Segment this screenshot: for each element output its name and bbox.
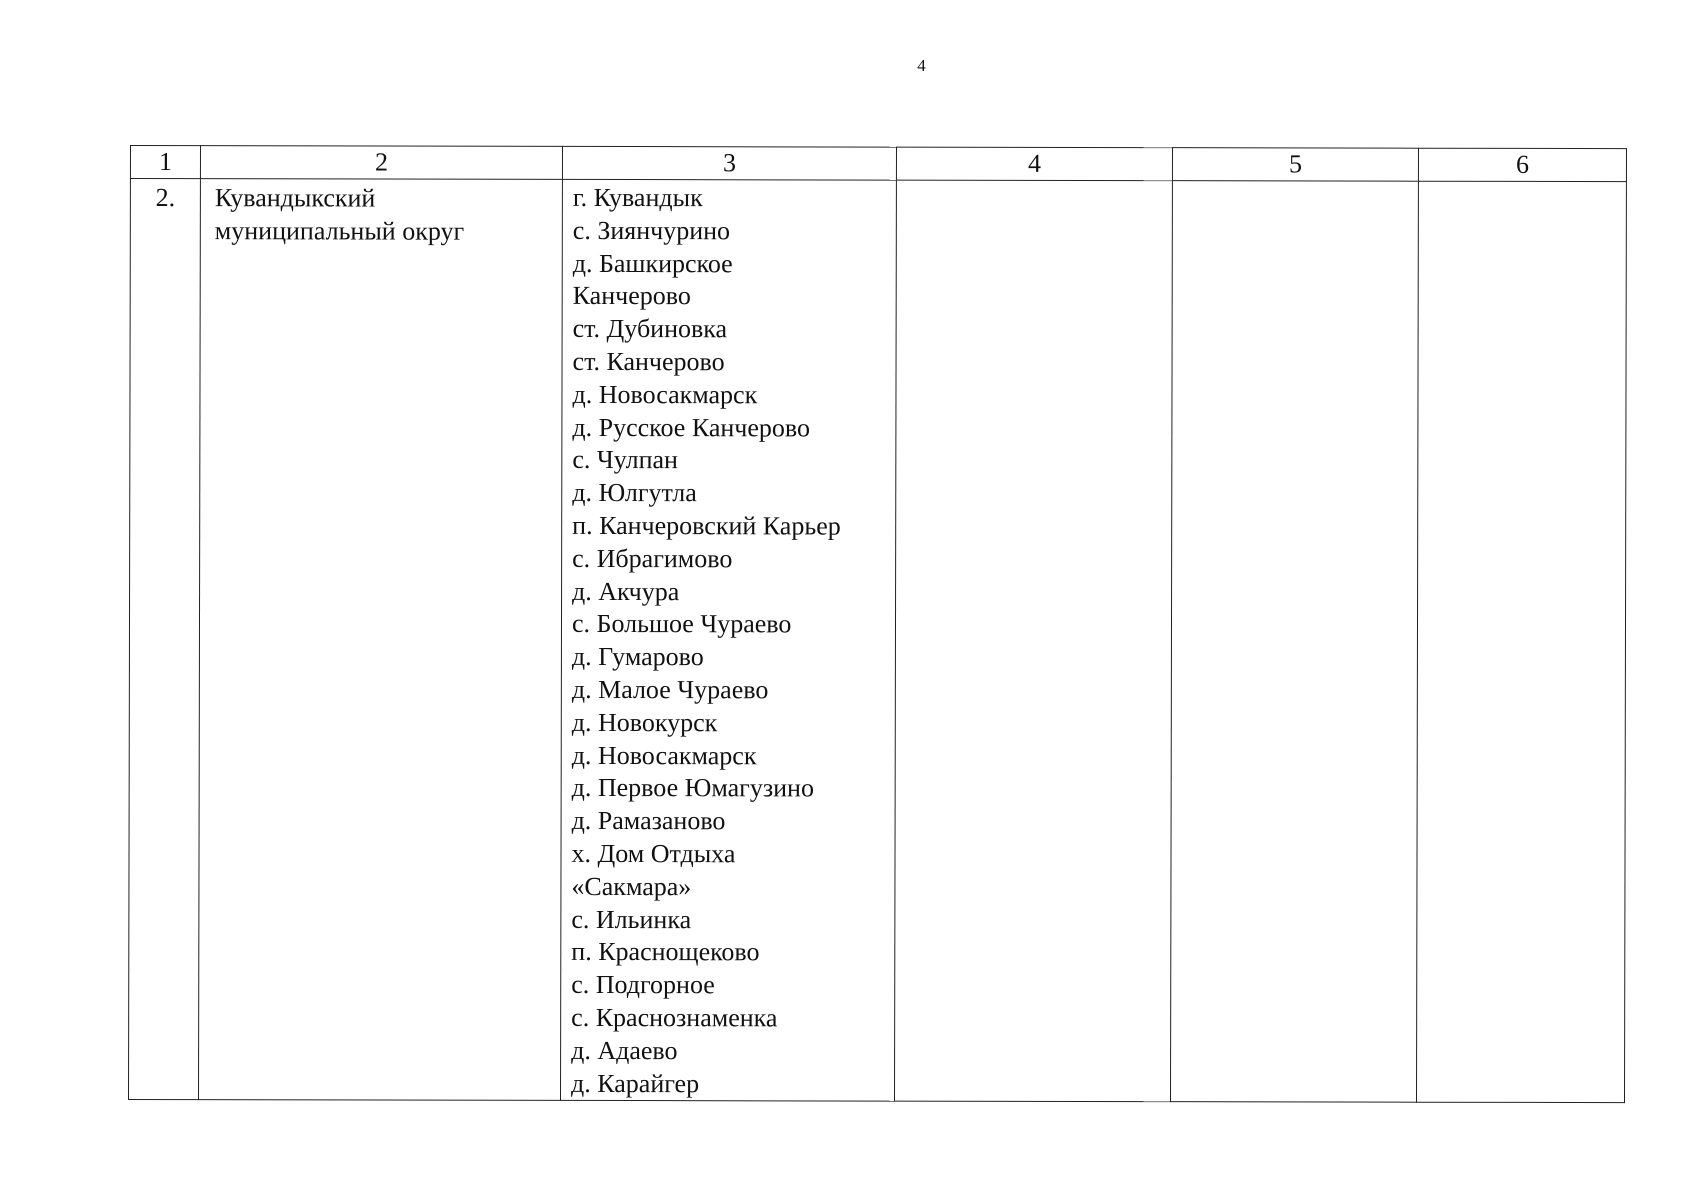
settlement-item: д. Малое Чураево [571, 674, 769, 705]
settlement-item: д. Акчура [572, 576, 680, 606]
settlement-item: д. Русское Канчерово [572, 412, 811, 443]
settlement-item: с. Чулпан [572, 445, 679, 475]
settlement-item: д. Юлгутла [572, 478, 697, 508]
settlement-item: д. Адаево [571, 1035, 678, 1065]
settlement-item: ст. Дубиновка [572, 314, 728, 344]
page-number: 4 [917, 56, 926, 75]
settlement-item: «Сакмара» [571, 871, 692, 901]
settlement-item: с. Ибрагимово [572, 543, 733, 574]
settlement-item: д. Первое Юмагузино [571, 773, 814, 803]
settlement-item: ст. Канчерово [572, 346, 725, 377]
header-col-3: 3 [562, 146, 896, 180]
settlement-item: п. Краснощеково [571, 937, 760, 967]
settlements-cell [560, 179, 896, 1101]
district-name-line: муниципальный округ [214, 216, 465, 246]
col-4-cell [894, 180, 1172, 1102]
settlement-item: п. Канчеровский Карьер [572, 510, 841, 541]
district-cell [199, 179, 563, 1101]
header-row [130, 146, 1626, 182]
settlement-item: с. Большое Чураево [571, 609, 792, 639]
settlement-item: д. Гумарово [571, 642, 704, 672]
header-col-1: 1 [130, 146, 200, 179]
settlement-item: д. Рамазаново [571, 806, 726, 836]
district-name-line: Кувандыкский [214, 183, 376, 213]
settlement-item: с. Краснознаменка [571, 1002, 778, 1033]
header-col-2: 2 [200, 146, 562, 180]
settlement-item: д. Новокурск [571, 707, 718, 737]
table-row [129, 179, 1627, 1103]
header-col-4: 4 [896, 147, 1172, 181]
col-5-cell [1170, 181, 1418, 1103]
settlement-item: Канчерово [572, 281, 691, 311]
settlement-item: д. Новосакмарск [571, 740, 757, 770]
settlement-item: г. Кувандык [572, 182, 703, 213]
settlement-item: д. Новосакмарск [572, 379, 758, 410]
settlement-item: с. Зиянчурино [572, 215, 731, 246]
header-col-6: 6 [1418, 148, 1626, 181]
settlement-item: с. Подгорное [571, 970, 715, 1000]
header-col-5: 5 [1172, 148, 1418, 182]
settlements-table [128, 145, 1627, 1103]
settlement-item: д. Башкирское [572, 248, 733, 278]
settlement-item: с. Ильинка [571, 904, 692, 934]
col-6-cell [1416, 181, 1626, 1103]
settlement-item: д. Карайгер [571, 1068, 700, 1098]
row-number-cell: 2. [129, 179, 201, 1100]
settlement-item: х. Дом Отдыха [571, 838, 736, 869]
